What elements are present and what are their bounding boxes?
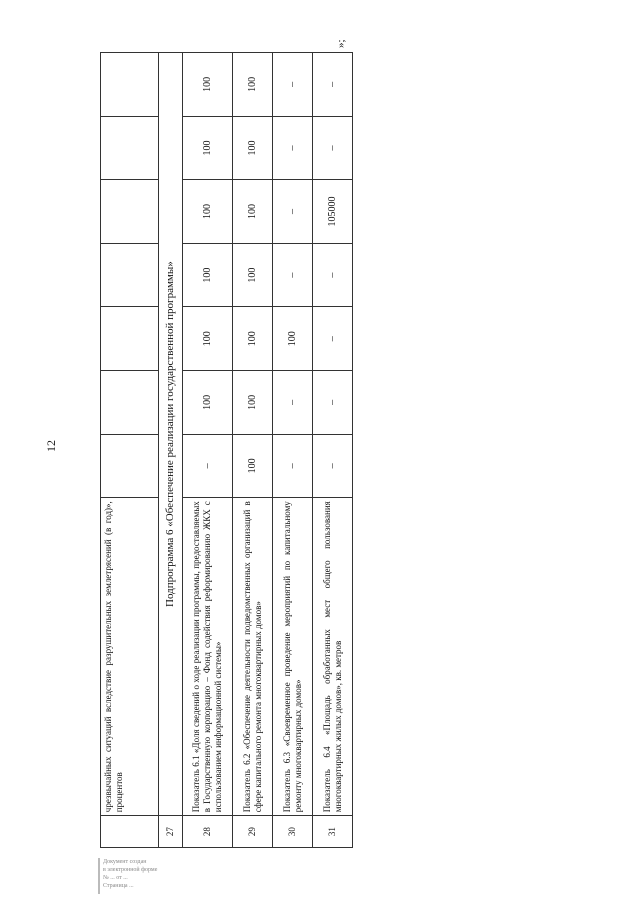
row-number: 29 [233, 816, 273, 848]
indicator-name: Показатель 6.3 «Своевременное проведение мероприятий по капитальному ремонту многоквартирных домов» [273, 498, 313, 816]
indicator-name: Показатель 6.4 «Площадь обработанных мест общего пользования многоквартирных жилых домов», кв. метров [313, 498, 353, 816]
table-row [313, 53, 353, 848]
value-cell: – [313, 434, 353, 498]
value-cell: – [273, 371, 313, 435]
continuation-text: чрезвычайных ситуаций вследствие разрушительных землетрясений (в год)», процентов [101, 498, 159, 816]
row-number: 30 [273, 816, 313, 848]
indicator-table [100, 52, 353, 848]
row-number: 31 [313, 816, 353, 848]
closing-quote-mark: »; [335, 39, 347, 48]
stamp-line: Страница ... [103, 883, 134, 889]
value-cell [101, 371, 159, 435]
value-cell: 100 [183, 116, 233, 180]
row-number: 27 [159, 816, 183, 848]
value-cell: – [313, 307, 353, 371]
value-cell: – [273, 434, 313, 498]
value-cell: 100 [273, 307, 313, 371]
value-cell: 100 [183, 371, 233, 435]
value-cell: 100 [233, 116, 273, 180]
table-row [159, 53, 183, 848]
value-cell: 100 [233, 307, 273, 371]
value-cell: – [273, 53, 313, 117]
value-cell: – [273, 116, 313, 180]
indicator-name: Показатель 6.1 «Доля сведений о ходе реализации программы, предоставляемых в Государственную корпорацию – Фонд содействия реформированию ЖКХ с использованием информационной системы» [183, 498, 233, 816]
table-row [101, 53, 159, 848]
value-cell: 100 [233, 53, 273, 117]
page-number: 12 [44, 440, 58, 452]
row-number: 28 [183, 816, 233, 848]
value-cell: – [313, 243, 353, 307]
value-cell: 100 [233, 434, 273, 498]
value-cell [101, 434, 159, 498]
value-cell [101, 116, 159, 180]
value-cell [101, 243, 159, 307]
subprogram-heading: Подпрограмма 6 «Обеспечение реализации государственной программы» [159, 53, 183, 816]
table-row [273, 53, 313, 848]
value-cell: – [313, 116, 353, 180]
value-cell: 100 [183, 307, 233, 371]
table-row [233, 53, 273, 848]
stamp-line: № ... от ... [103, 875, 128, 881]
value-cell: – [313, 371, 353, 435]
value-cell [101, 53, 159, 117]
value-cell: 100 [233, 371, 273, 435]
value-cell: – [183, 434, 233, 498]
indicator-name: Показатель 6.2 «Обеспечение деятельности подведомственных организаций в сфере капитального ремонта многоквартирных домов» [233, 498, 273, 816]
electronic-signature-stamp [98, 858, 231, 894]
stamp-line: в электронной форме [103, 867, 158, 873]
value-cell: 105000 [313, 180, 353, 244]
stamp-line: Документ создан [103, 859, 147, 865]
value-cell: 100 [233, 180, 273, 244]
table-row [183, 53, 233, 848]
value-cell: 100 [183, 243, 233, 307]
value-cell: – [273, 243, 313, 307]
value-cell: 100 [183, 180, 233, 244]
row-number [101, 816, 159, 848]
indicator-table-rotated [100, 52, 352, 848]
value-cell: 100 [183, 53, 233, 117]
value-cell: – [313, 53, 353, 117]
value-cell [101, 307, 159, 371]
value-cell: – [273, 180, 313, 244]
value-cell: 100 [233, 243, 273, 307]
value-cell [101, 180, 159, 244]
